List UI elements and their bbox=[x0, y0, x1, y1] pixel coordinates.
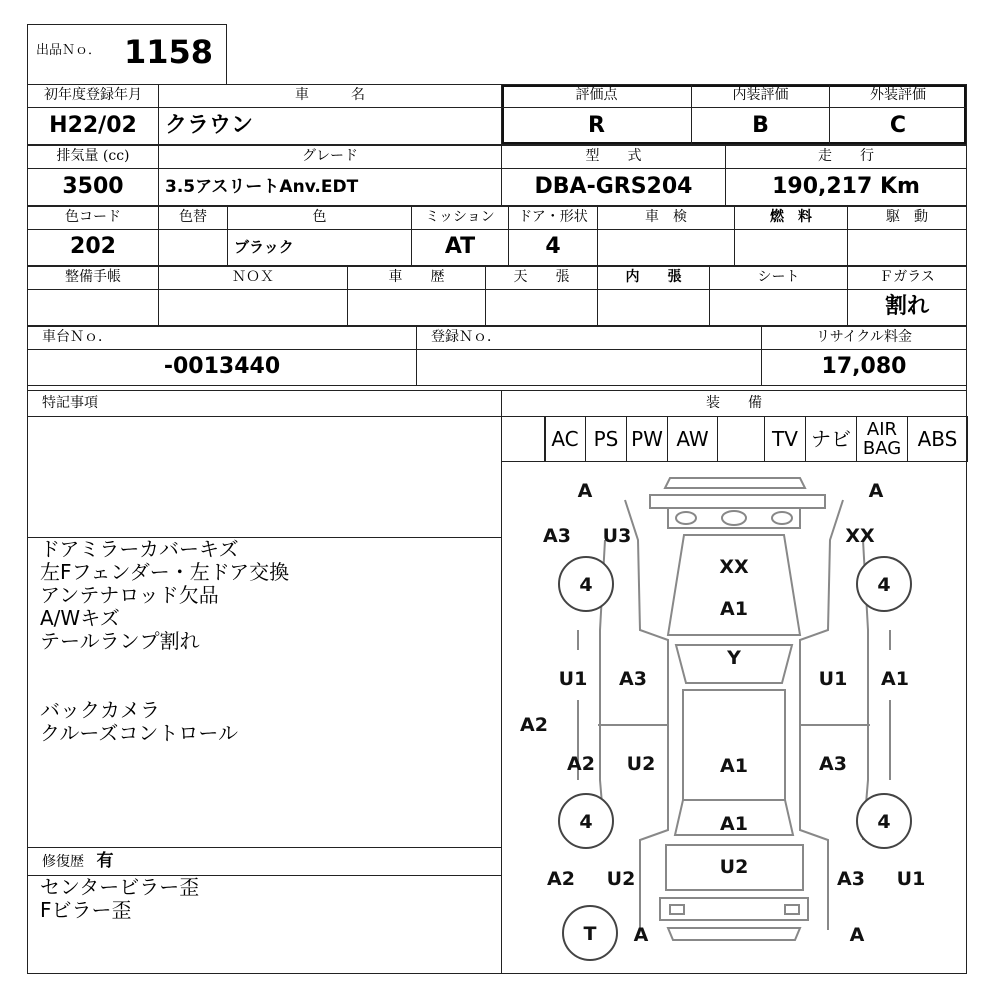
tire-mark: 4 bbox=[579, 811, 593, 833]
color-code-value: 202 bbox=[27, 229, 159, 266]
exterior-grade-value: C bbox=[829, 107, 967, 145]
chassis-no-value: -0013440 bbox=[27, 349, 417, 386]
service-book-value bbox=[27, 289, 159, 326]
damage-mark: A bbox=[868, 480, 884, 502]
grade-value: 3.5アスリートAnv.EDT bbox=[158, 168, 502, 206]
f-glass-label: Ｆガラス bbox=[847, 266, 967, 290]
special-notes-blank bbox=[27, 416, 502, 538]
damage-mark: A2 bbox=[547, 868, 575, 890]
equipment-label: 装 備 bbox=[501, 390, 967, 417]
damage-mark: A1 bbox=[720, 813, 748, 835]
equipment-airbag: AIR BAG bbox=[856, 416, 908, 462]
damage-mark: A1 bbox=[720, 598, 748, 620]
damage-mark: U2 bbox=[606, 868, 636, 890]
color-change-value bbox=[158, 229, 228, 266]
damage-mark: U3 bbox=[602, 525, 632, 547]
exterior-grade-label: 外装評価 bbox=[829, 84, 967, 108]
nox-value bbox=[158, 289, 348, 326]
damage-mark: U2 bbox=[626, 753, 656, 775]
interior-grade-value: B bbox=[691, 107, 830, 145]
lot-label: 出品Ｎｏ． bbox=[36, 43, 102, 58]
damage-mark: U1 bbox=[558, 668, 588, 690]
mileage-label: 走 行 bbox=[725, 145, 967, 169]
damage-mark: XX bbox=[719, 556, 749, 578]
transmission-value: AT bbox=[411, 229, 509, 266]
equipment-aw: AW bbox=[667, 416, 718, 462]
equipment-row bbox=[501, 416, 967, 462]
damage-mark: A bbox=[849, 924, 865, 946]
tire-mark: 4 bbox=[877, 811, 891, 833]
inner-roof-value bbox=[597, 289, 710, 326]
damage-mark: U2 bbox=[719, 856, 749, 878]
tire-mark: 4 bbox=[877, 574, 891, 596]
damage-mark: U1 bbox=[896, 868, 926, 890]
f-glass-value: 割れ bbox=[847, 289, 967, 326]
damage-mark: A bbox=[633, 924, 649, 946]
car-name-label: 車 名 bbox=[158, 84, 502, 108]
seat-value bbox=[709, 289, 848, 326]
color-change-label: 色替 bbox=[158, 206, 228, 230]
sunroof-value bbox=[485, 289, 598, 326]
equipment-abs: ABS bbox=[907, 416, 968, 462]
interior-grade-label: 内装評価 bbox=[691, 84, 830, 108]
equipment-ps: PS bbox=[585, 416, 627, 462]
equipment-spacer bbox=[501, 416, 546, 462]
special-notes-text: ドアミラーカバーキズ 左Fフェンダー・左ドア交換 アンテナロッド欠品 A/Wキズ テールランプ割れ バックカメラ クルーズコントロール bbox=[27, 537, 502, 848]
fuel-value bbox=[734, 229, 848, 266]
damage-mark: A3 bbox=[819, 753, 847, 775]
car-diagram bbox=[501, 461, 967, 974]
damage-mark: A3 bbox=[837, 868, 865, 890]
displacement-value: 3500 bbox=[27, 168, 159, 206]
color-code-label: 色コード bbox=[27, 206, 159, 230]
door-shape-label: ドア・形状 bbox=[508, 206, 598, 230]
repair-history-value: 有 bbox=[96, 851, 114, 871]
damage-mark: XX bbox=[845, 525, 875, 547]
equipment-pw: PW bbox=[626, 416, 668, 462]
equipment-ac: AC bbox=[544, 416, 586, 462]
inspection-label: 車 検 bbox=[597, 206, 735, 230]
chassis-no-label: 車台Ｎｏ． bbox=[27, 326, 417, 350]
repair-notes-text: センタービラー歪 Fビラー歪 bbox=[27, 875, 502, 974]
damage-mark: A3 bbox=[543, 525, 571, 547]
damage-mark: A1 bbox=[881, 668, 909, 690]
model-value: DBA-GRS204 bbox=[501, 168, 726, 206]
damage-mark: A1 bbox=[720, 755, 748, 777]
first-registration-value: H22/02 bbox=[27, 107, 159, 145]
model-label: 型 式 bbox=[501, 145, 726, 169]
tire-mark: T bbox=[583, 923, 597, 945]
recycle-fee-label: リサイクル料金 bbox=[761, 326, 967, 350]
grade-score-value: R bbox=[501, 107, 692, 145]
color-label: 色 bbox=[227, 206, 412, 230]
transmission-label: ミッション bbox=[411, 206, 509, 230]
special-notes-label: 特記事項 bbox=[27, 390, 502, 417]
history-label: 車 歴 bbox=[347, 266, 486, 290]
damage-mark: A3 bbox=[619, 668, 647, 690]
inspection-value bbox=[597, 229, 735, 266]
repair-history-label: 修復歴 bbox=[42, 854, 84, 870]
service-book-label: 整備手帳 bbox=[27, 266, 159, 290]
color-value: ブラック bbox=[227, 229, 412, 266]
equipment-tv: TV bbox=[764, 416, 806, 462]
repair-history-row bbox=[27, 847, 502, 876]
inner-roof-label: 内 張 bbox=[597, 266, 710, 290]
fuel-label: 燃 料 bbox=[734, 206, 848, 230]
grade-score-label: 評価点 bbox=[501, 84, 692, 108]
equipment-navi: ナビ bbox=[805, 416, 857, 462]
grade-label: グレード bbox=[158, 145, 502, 169]
damage-mark: Y bbox=[727, 647, 741, 669]
damage-mark: A bbox=[577, 480, 593, 502]
car-name-value: クラウン bbox=[158, 107, 502, 145]
first-registration-label: 初年度登録年月 bbox=[27, 84, 159, 108]
seat-label: シート bbox=[709, 266, 848, 290]
displacement-label: 排気量 (cc) bbox=[27, 145, 159, 169]
damage-mark: U1 bbox=[818, 668, 848, 690]
mileage-value: 190,217 Km bbox=[725, 168, 967, 206]
lot-number-box bbox=[27, 24, 227, 85]
lot-number: 1158 bbox=[124, 33, 214, 71]
equipment-blank bbox=[717, 416, 765, 462]
nox-label: ＮＯＸ bbox=[158, 266, 348, 290]
drive-label: 駆 動 bbox=[847, 206, 967, 230]
damage-mark: A2 bbox=[520, 714, 548, 736]
door-shape-value: 4 bbox=[508, 229, 598, 266]
tire-mark: 4 bbox=[579, 574, 593, 596]
drive-value bbox=[847, 229, 967, 266]
registration-no-value bbox=[416, 349, 762, 386]
sunroof-label: 天 張 bbox=[485, 266, 598, 290]
damage-mark: A2 bbox=[567, 753, 595, 775]
recycle-fee-value: 17,080 bbox=[761, 349, 967, 386]
history-value bbox=[347, 289, 486, 326]
registration-no-label: 登録Ｎｏ． bbox=[416, 326, 762, 350]
